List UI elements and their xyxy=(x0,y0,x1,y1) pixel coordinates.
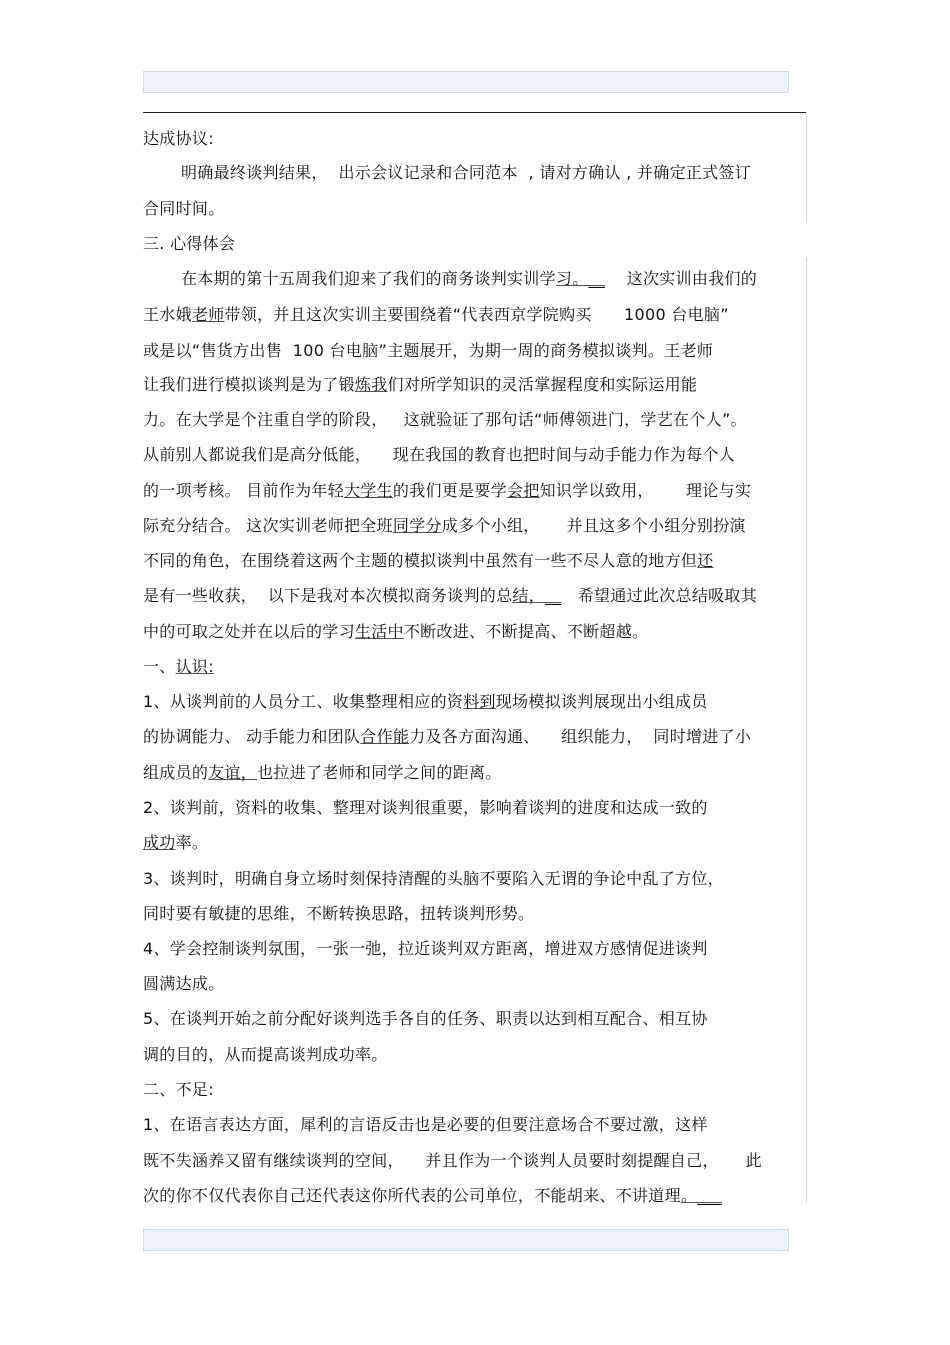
text-segment: 2、谈判前，资料的收集、整理对谈判很重要，影响着谈判的进度和达成一致的 xyxy=(143,798,708,817)
footer-band xyxy=(143,1229,789,1251)
text-segment: 不同的角色，在围绕着这两个主题的模拟谈判中虽然有一些不尽人意的地方但 xyxy=(143,551,698,570)
text-segment: 组成员的 xyxy=(143,763,209,782)
text-line xyxy=(143,869,724,889)
text-line xyxy=(143,341,713,361)
text-segment: 们对所学知识的灵活掌握程度和实际运用能 xyxy=(387,375,698,394)
text-segment: 4、学会控制谈判氛围，一张一弛，拉近谈判双方距离，增进双方感情促进谈判 xyxy=(143,939,708,958)
underlined-text: 友谊， xyxy=(208,763,258,782)
text-line xyxy=(143,481,751,501)
text-line xyxy=(143,375,697,395)
underlined-text: 认识: xyxy=(175,657,214,676)
text-segment: 5、在谈判开始之前分配好谈判选手各自的任务、职责以达到相互配合、相互协 xyxy=(143,1009,708,1028)
underlined-text: 合作能 xyxy=(360,727,410,746)
text-segment: 从前别人都说我们是高分低能， 现在我国的教育也把时间与动手能力作为每个人 xyxy=(143,445,736,464)
text-segment: 1、从谈判前的人员分工、收集整理相应的资 xyxy=(143,692,464,711)
underlined-text: 同学分 xyxy=(392,516,442,535)
text-segment: 调的目的，从而提高谈判成功率。 xyxy=(143,1045,388,1064)
text-segment: 的协调能力、 动手能力和团队 xyxy=(143,727,361,746)
text-line xyxy=(181,163,751,183)
text-line xyxy=(143,904,534,924)
text-segment: 率。 xyxy=(175,833,209,852)
underlined-text: 大学生 xyxy=(344,481,393,500)
text-line xyxy=(143,763,502,783)
underlined-text: 会把 xyxy=(507,481,540,500)
text-line xyxy=(143,551,714,571)
text-segment: 不断改进、不断提高、不断超越。 xyxy=(403,622,649,641)
text-line xyxy=(143,939,708,959)
text-segment: 力及各方面沟通、 组织能力， 同时增进了小 xyxy=(409,727,752,746)
text-segment: 也拉进了老师和同学之间的距离。 xyxy=(257,763,502,782)
text-segment: 合同时间。 xyxy=(143,199,225,218)
text-line xyxy=(143,586,757,606)
text-line xyxy=(143,798,708,818)
text-segment: 是有一些收获， 以下是我对本次模拟商务谈判的总 xyxy=(143,586,513,605)
text-segment: 同时要有敏捷的思维，不断转换思路，扭转谈判形势。 xyxy=(143,904,535,923)
text-line xyxy=(143,305,729,325)
underlined-text: 还 xyxy=(697,551,714,570)
text-segment: 次的你不仅代表你自己还代表这你所代表的公司单位，不能胡来、不讲道理 xyxy=(143,1186,681,1205)
text-segment: 成多个小组， 并且这多个小组分别扮演 xyxy=(441,516,746,535)
text-segment: 现场模拟谈判展现出小组成员 xyxy=(495,692,708,711)
header-band xyxy=(143,71,789,93)
text-segment: 或是以“售货方出售 100 台电脑”主题展开，为期一周的商务模拟谈判。王老师 xyxy=(143,341,714,360)
text-segment: 既不失涵养又留有继续谈判的空间， 并且作为一个谈判人员要时刻提醒自己， 此 xyxy=(143,1151,762,1170)
text-segment: 际充分结合。 这次实训老师把全班 xyxy=(143,516,393,535)
text-segment: 的我们更是要学 xyxy=(392,481,508,500)
text-line xyxy=(143,1045,388,1065)
text-line xyxy=(143,445,735,465)
text-line xyxy=(143,692,708,712)
text-line xyxy=(143,1009,708,1029)
text-segment: 明确最终谈判结果， 出示会议记录和合同范本 , 请对方确认 , 并确定正式签订 xyxy=(181,163,752,182)
right-margin-line xyxy=(806,113,807,223)
text-line xyxy=(143,410,747,430)
underlined-text: 生活中 xyxy=(354,622,404,641)
text-line xyxy=(143,727,751,747)
text-segment: 中的可取之处并在以后的学习 xyxy=(143,622,355,641)
text-segment: 二、不足: xyxy=(143,1080,214,1099)
text-line xyxy=(143,622,648,642)
underlined-text: 结，__ xyxy=(512,586,562,605)
text-segment: 达成协议: xyxy=(143,129,214,148)
header-rule xyxy=(143,112,806,113)
text-line xyxy=(143,129,214,149)
underlined-text: 老师 xyxy=(191,305,225,324)
text-segment: 力。在大学是个注重自学的阶段， 这就验证了那句话“师傅领进门，学艺在个人”。 xyxy=(143,410,747,429)
text-segment: 带领，并且这次实训主要围绕着“代表西京学院购买 1000 台电脑” xyxy=(224,305,729,324)
text-segment: 这次实训由我们的 xyxy=(605,269,758,288)
right-margin-line xyxy=(806,258,807,1203)
underlined-text: 料到 xyxy=(463,692,496,711)
text-line xyxy=(143,657,214,677)
text-segment: 王水娥 xyxy=(143,305,192,324)
text-line xyxy=(143,974,225,994)
text-segment: 1、在语言表达方面，犀利的言语反击也是必要的但要注意场合不要过激，这样 xyxy=(143,1115,708,1134)
text-line xyxy=(181,269,757,289)
text-segment: 3、谈判时，明确自身立场时刻保持清醒的头脑不要陷入无谓的争论中乱了方位， xyxy=(143,869,724,888)
text-line xyxy=(143,1080,214,1100)
text-line xyxy=(143,1115,708,1135)
text-line xyxy=(143,199,225,219)
underlined-text: 成功 xyxy=(143,833,176,852)
text-line xyxy=(143,516,746,536)
underlined-text: 习。__ xyxy=(555,269,606,288)
underlined-text: 。___ xyxy=(680,1186,723,1205)
text-segment: 的一项考核。 目前作为年轻 xyxy=(143,481,344,500)
text-segment: 三. 心得体会 xyxy=(143,234,236,253)
text-segment: 一、 xyxy=(143,657,176,676)
underlined-text: 炼我 xyxy=(354,375,388,394)
text-segment: 让我们进行模拟谈判是为了锻 xyxy=(143,375,355,394)
text-segment: 希望通过此次总结吸取其 xyxy=(561,586,758,605)
text-line xyxy=(143,1151,762,1171)
text-line xyxy=(143,833,208,853)
text-line xyxy=(143,1186,722,1206)
text-segment: 在本期的第十五周我们迎来了我们的商务谈判实训学 xyxy=(181,269,556,288)
text-line xyxy=(143,234,235,254)
text-segment: 知识学以致用， 理论与实 xyxy=(539,481,752,500)
text-segment: 圆满达成。 xyxy=(143,974,225,993)
